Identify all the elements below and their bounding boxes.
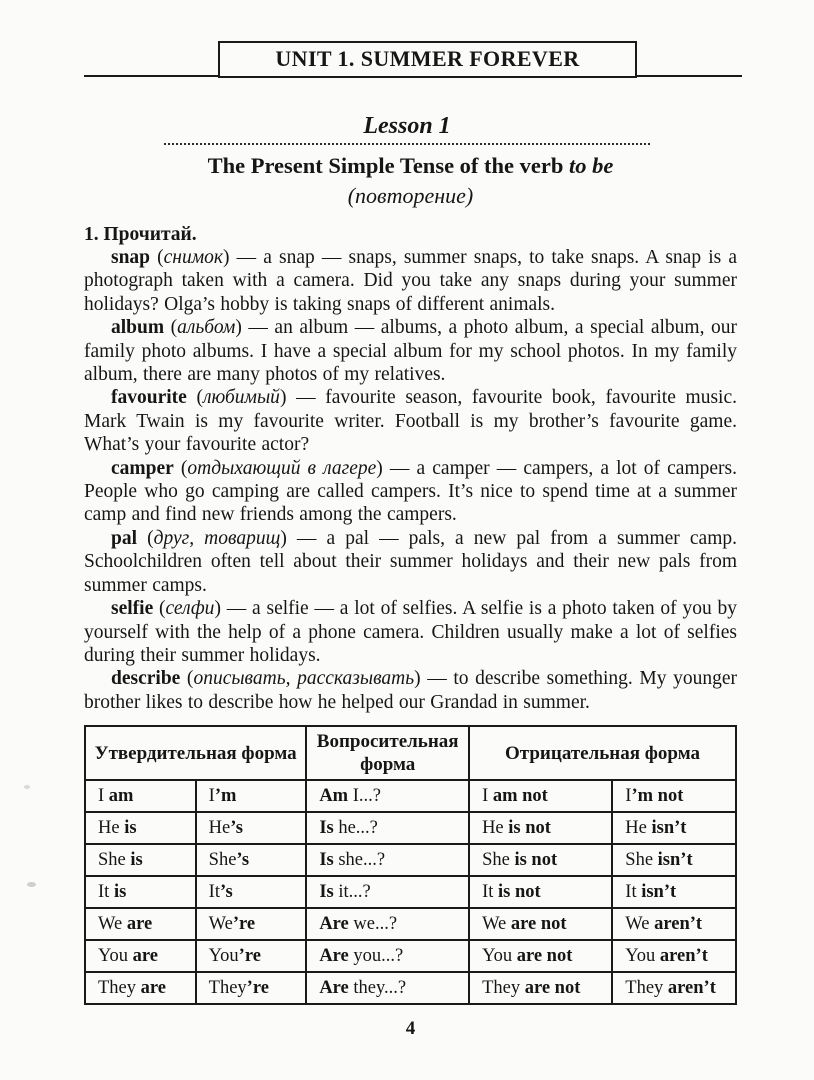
text-segment: He xyxy=(208,817,231,838)
text-segment: is xyxy=(124,817,137,838)
text-segment: are not xyxy=(524,977,581,998)
text-segment: isn’t xyxy=(641,881,677,902)
table-cell xyxy=(612,972,736,1004)
text-segment: Are xyxy=(319,977,349,998)
text-segment: You xyxy=(625,945,660,966)
table-body xyxy=(85,780,736,1004)
text-segment: ’m xyxy=(214,785,237,806)
vocab-paragraph xyxy=(84,386,737,456)
text-segment: You xyxy=(208,945,239,966)
page-title xyxy=(84,152,737,180)
vocab-paragraph xyxy=(84,316,737,386)
text-segment: He xyxy=(98,817,125,838)
text-segment: she...? xyxy=(333,849,386,870)
text-segment: you...? xyxy=(348,945,404,966)
scan-smudge xyxy=(27,882,36,887)
text-segment: ’re xyxy=(238,945,261,966)
text-segment: I...? xyxy=(348,785,381,806)
table-header-cell: Отрицательная форма xyxy=(469,726,736,780)
table-cell xyxy=(469,972,612,1004)
text-segment: are not xyxy=(516,945,573,966)
text-segment: ( xyxy=(164,317,178,339)
text-segment: isn’t xyxy=(651,817,687,838)
table-cell xyxy=(306,812,469,844)
table-cell xyxy=(196,844,307,876)
text-segment: ( xyxy=(150,247,164,268)
vocab-paragraph xyxy=(84,667,737,714)
text-segment: is not xyxy=(508,817,551,838)
text-segment: ’s xyxy=(230,817,243,838)
table-cell xyxy=(612,876,736,908)
text-segment: ( xyxy=(186,387,203,409)
text-segment: ) — to describe something. My younger brother likes to describe how he helped our Grandad in summer. xyxy=(84,668,737,713)
text-segment: Are xyxy=(319,945,349,966)
table-cell xyxy=(469,812,612,844)
text-segment: отдыхающий в лагере xyxy=(187,457,377,479)
unit-title: UNIT 1. SUMMER FOREVER xyxy=(218,41,637,78)
table-header-cell: Вопросительная форма xyxy=(306,726,469,780)
table-row xyxy=(85,876,736,908)
table-cell xyxy=(196,908,307,940)
text-segment: селфи xyxy=(165,598,215,620)
text-segment: am xyxy=(108,785,134,806)
text-segment: We xyxy=(625,913,655,934)
text-segment: ) — a snap — snaps, summer snaps, to take snaps. A snap is a photograph taken with a camera. Did you take any snaps during your summer holidays? Olga’s hobby is taking snaps of different animals. xyxy=(84,247,737,315)
text-segment: ) — a pal — pals, a new pal from a summer camp. Schoolchildren often tell about their summer holidays and their new pals from summer camps. xyxy=(84,527,737,596)
text-segment: selfie xyxy=(111,598,154,620)
text-segment: are xyxy=(132,945,158,966)
text-segment: Is xyxy=(319,881,334,902)
table-cell xyxy=(469,876,612,908)
page-number: 4 xyxy=(405,1018,416,1040)
table-cell xyxy=(306,940,469,972)
table-cell xyxy=(306,908,469,940)
table-cell xyxy=(612,908,736,940)
text-segment: album xyxy=(111,317,165,339)
text-segment: ’re xyxy=(232,913,256,934)
vocab-paragraph xyxy=(84,457,737,527)
text-segment: is xyxy=(113,881,127,902)
text-segment: любимый xyxy=(202,387,280,409)
text-segment: друг, товарищ xyxy=(153,527,281,549)
text-segment: альбом xyxy=(177,317,236,339)
text-segment: She xyxy=(482,849,515,870)
text-segment: You xyxy=(482,945,517,966)
text-segment: ) — favourite season, favourite book, favourite music. Mark Twain is my favourite writer. Football is my brother’s favourite game. What’s your favourite actor? xyxy=(84,387,737,456)
text-segment: I xyxy=(482,785,493,806)
text-segment: They xyxy=(625,977,668,998)
text-segment: ( xyxy=(153,598,166,620)
text-segment: They xyxy=(208,977,247,998)
table-row xyxy=(85,812,736,844)
vocab-paragraph xyxy=(84,597,737,667)
text-segment: am not xyxy=(492,785,548,806)
text-segment: favourite xyxy=(111,387,187,409)
text-segment: ( xyxy=(180,668,194,690)
table-cell xyxy=(196,780,307,812)
text-segment: pal xyxy=(111,527,138,549)
text-segment: ) — an album — albums, a photo album, a special album, our family photo albums. I have a special album for my school photos. In my family album, there are many photos of my relatives. xyxy=(84,317,737,386)
table-cell xyxy=(469,780,612,812)
vocab-paragraph xyxy=(84,246,737,316)
text-segment: aren’t xyxy=(659,945,708,966)
text-segment: he...? xyxy=(333,817,378,838)
table-row xyxy=(85,780,736,812)
text-segment: It xyxy=(208,881,220,902)
page-subtitle: (повторение) xyxy=(347,183,474,208)
text-segment: ) — a selfie — a lot of selfies. A selfie is a photo taken of you by yourself with the help of a phone camera. Children usually make a lot of selfies during their summer holidays. xyxy=(84,598,737,666)
text-segment: She xyxy=(98,849,131,870)
text-segment: He xyxy=(482,817,509,838)
table-cell xyxy=(306,780,469,812)
text-segment: She xyxy=(625,849,658,870)
text-segment: is xyxy=(130,849,143,870)
text-segment: Is xyxy=(319,817,334,838)
text-segment: The Present Simple Tense of the verb xyxy=(207,153,570,178)
page-content xyxy=(0,152,814,1040)
text-segment: are not xyxy=(510,913,567,934)
text-segment: I xyxy=(208,785,215,806)
table-cell xyxy=(85,908,196,940)
text-segment: aren’t xyxy=(654,913,703,934)
text-segment: снимок xyxy=(163,247,224,268)
text-segment: You xyxy=(98,945,133,966)
table-cell xyxy=(196,876,307,908)
text-segment: ’s xyxy=(219,881,233,902)
text-segment: are xyxy=(126,913,153,934)
table-row xyxy=(85,844,736,876)
text-segment: Am xyxy=(319,785,349,806)
text-segment: describe xyxy=(111,668,181,690)
table-row xyxy=(85,908,736,940)
text-segment: She xyxy=(208,849,237,870)
table-cell xyxy=(85,940,196,972)
text-segment: We xyxy=(98,913,127,934)
table-cell xyxy=(85,780,196,812)
table-cell xyxy=(469,844,612,876)
text-segment: is not xyxy=(498,881,541,902)
table-cell xyxy=(85,876,196,908)
scan-smudge xyxy=(24,785,30,789)
table-header-cell: Утвердительная форма xyxy=(85,726,306,780)
table-cell xyxy=(306,876,469,908)
text-segment: They xyxy=(98,977,141,998)
table-cell xyxy=(612,940,736,972)
table-cell xyxy=(612,780,736,812)
text-segment: We xyxy=(482,913,511,934)
text-segment: I xyxy=(625,785,632,806)
table-row xyxy=(85,940,736,972)
vocab-list xyxy=(84,246,737,714)
text-segment: we...? xyxy=(348,913,398,934)
lesson-heading: Lesson 1 xyxy=(363,113,451,139)
text-segment: описывать, рассказывать xyxy=(193,668,415,690)
table-row xyxy=(85,972,736,1004)
text-segment: are xyxy=(140,977,166,998)
text-segment: Is xyxy=(319,849,334,870)
vocab-paragraph xyxy=(84,527,737,597)
text-segment: Are xyxy=(319,913,349,934)
text-segment: ’s xyxy=(236,849,250,870)
table-cell xyxy=(85,812,196,844)
text-segment: to be xyxy=(569,153,614,178)
text-segment: ) — a camper — campers, a lot of campers. People who go camping are called campers. It’s nice to spend time at a summer camp and find new friends among the campers. xyxy=(84,457,737,526)
table-header-row xyxy=(85,726,736,780)
text-segment: It xyxy=(98,881,114,902)
text-segment: It xyxy=(482,881,498,902)
text-segment: ’re xyxy=(246,977,269,998)
text-segment: I xyxy=(98,785,109,806)
table-cell xyxy=(196,812,307,844)
text-segment: He xyxy=(625,817,652,838)
text-segment: ( xyxy=(137,527,154,549)
text-segment: isn’t xyxy=(657,849,693,870)
table-cell xyxy=(306,844,469,876)
table-cell xyxy=(612,844,736,876)
text-segment: It xyxy=(625,881,642,902)
table-cell xyxy=(85,844,196,876)
text-segment: is not xyxy=(514,849,558,870)
table-cell xyxy=(85,972,196,1004)
text-segment: We xyxy=(208,913,233,934)
text-segment: snap xyxy=(111,247,151,268)
table-cell xyxy=(469,908,612,940)
table-cell xyxy=(196,972,307,1004)
text-segment: they...? xyxy=(348,977,407,998)
table-cell xyxy=(196,940,307,972)
to-be-forms-table xyxy=(84,725,737,1005)
text-segment: camper xyxy=(111,457,174,479)
text-segment: it...? xyxy=(333,881,371,902)
text-segment: aren’t xyxy=(667,977,716,998)
lesson-dotted-rule xyxy=(164,142,650,145)
table-cell xyxy=(306,972,469,1004)
table-cell xyxy=(612,812,736,844)
text-segment: They xyxy=(482,977,525,998)
text-segment: ’m not xyxy=(631,785,684,806)
text-segment: ( xyxy=(173,457,188,479)
page-header xyxy=(0,0,814,78)
table-cell xyxy=(469,940,612,972)
exercise-label: 1. Прочитай. xyxy=(84,224,197,245)
